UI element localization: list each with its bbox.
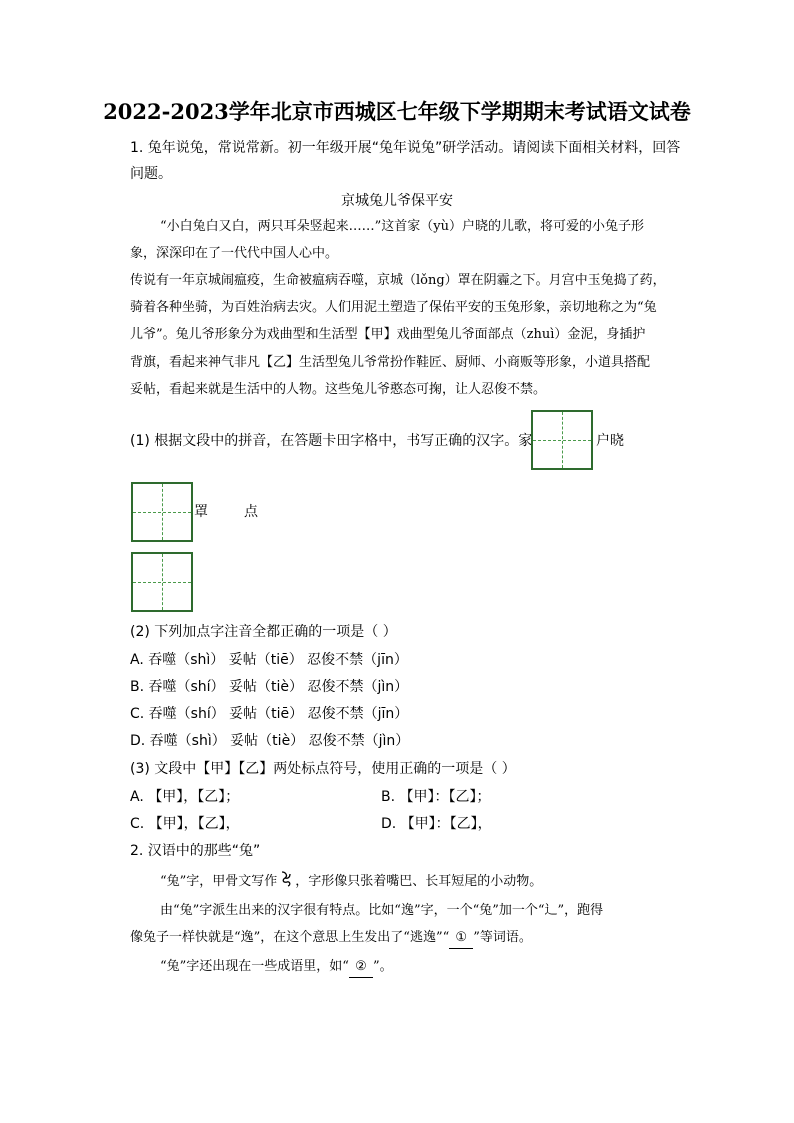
- sub1-after-text: 户晓: [596, 433, 624, 449]
- sub2-option-b[interactable]: B. 吞噬（shí） 妥帖（tiè） 忍俊不禁（jìn）: [130, 679, 409, 695]
- q2-p2-line2: [130, 928, 532, 949]
- q2-p3-text-b: ”。: [372, 959, 393, 974]
- q2-p3-text-a: “兔”字还出现在一些成语里，如“: [160, 959, 349, 974]
- passage-p2-line4: 背旗，看起来神气非凡【乙】生活型兔儿爷常扮作鞋匠、厨师、小商贩等形象，小道具搭配: [130, 355, 651, 370]
- sub1-question: (1) 根据文段中的拼音，在答题卡田字格中，书写正确的汉字。家: [130, 433, 533, 449]
- q2-p2-text-a: 像兔子一样快就是“逸”，在这个意思上生发出了“逃逸”“: [130, 930, 450, 945]
- label-zhao: 罩: [194, 504, 208, 520]
- q2-p3-line: [160, 957, 393, 978]
- passage-p2-line3: 儿爷”。兔儿爷形象分为戏曲型和生活型【甲】戏曲型兔儿爷面部点（zhuì）金泥，身插护: [130, 327, 646, 342]
- sub3-option-d[interactable]: D. 【甲】：【乙】，: [381, 816, 492, 832]
- sub2-option-a[interactable]: A. 吞噬（shì） 妥帖（tiē） 忍俊不禁（jīn）: [130, 652, 408, 668]
- sub3-question: (3) 文段中【甲】【乙】两处标点符号，使用正确的一项是（ ）: [130, 761, 516, 777]
- fill-blank-1[interactable]: ①: [449, 928, 473, 949]
- sub2-question: (2) 下列加点字注音全都正确的一项是（ ）: [130, 624, 397, 640]
- label-dian: 点: [244, 504, 258, 520]
- q1-line2: 问题。: [130, 166, 172, 182]
- document-title: 2022-2023学年北京市西城区七年级下学期期末考试语文试卷: [103, 99, 691, 124]
- q2-p1-text-b: ，字形像只张着嘴巴、长耳短尾的小动物。: [295, 874, 543, 889]
- answer-box-long[interactable]: [131, 482, 193, 542]
- answer-box-yu[interactable]: [531, 410, 593, 470]
- sub2-option-c[interactable]: C. 吞噬（shí） 妥帖（tiē） 忍俊不禁（jīn）: [130, 706, 409, 722]
- q2-p2-line1: 由“兔”字派生出来的汉字很有特点。比如“逸”字，一个“兔”加一个“辶”，跑得: [160, 903, 604, 918]
- answer-box-zhui[interactable]: [131, 552, 193, 612]
- sub2-option-d[interactable]: D. 吞噬（shì） 妥帖（tiè） 忍俊不禁（jìn）: [130, 733, 410, 749]
- q2-p1-text-a: “兔”字，甲骨文写作: [160, 874, 278, 889]
- passage-p1-line1: “小白兔白又白，两只耳朵竖起来……”这首家（yù）户晓的儿歌，将可爱的小兔子形: [160, 219, 645, 234]
- q2-paragraph-1: [160, 870, 542, 892]
- q2-p2-text-b: ”等词语。: [473, 930, 532, 945]
- passage-p2-line1: 传说有一年京城闹瘟疫，生命被瘟病吞噬，京城（lǒng）罩在阴霾之下。月宫中玉兔捣了药，: [130, 273, 666, 288]
- oracle-bone-rabbit-icon: [277, 870, 295, 886]
- sub3-option-a[interactable]: A. 【甲】，【乙】；: [130, 789, 240, 805]
- sub3-option-b[interactable]: B. 【甲】：【乙】；: [381, 789, 491, 805]
- sub3-option-c[interactable]: C. 【甲】，【乙】，: [130, 816, 240, 832]
- fill-blank-2[interactable]: ②: [349, 957, 373, 978]
- q2-title: 2. 汉语中的那些“兔”: [130, 843, 261, 859]
- passage-title: 京城兔儿爷保平安: [341, 193, 453, 209]
- passage-p1-line2: 象，深深印在了一代代中国人心中。: [130, 246, 339, 261]
- passage-p2-line5: 妥帖，看起来就是生活中的人物。这些兔儿爷憨态可掬，让人忍俊不禁。: [130, 382, 547, 397]
- passage-p2-line2: 骑着各种坐骑，为百姓治病去灾。人们用泥土塑造了保佑平安的玉兔形象，亲切地称之为“兔: [130, 300, 657, 315]
- q1-line1: 1. 兔年说兔，常说常新。初一年级开展“兔年说兔”研学活动。请阅读下面相关材料，回答: [130, 140, 681, 156]
